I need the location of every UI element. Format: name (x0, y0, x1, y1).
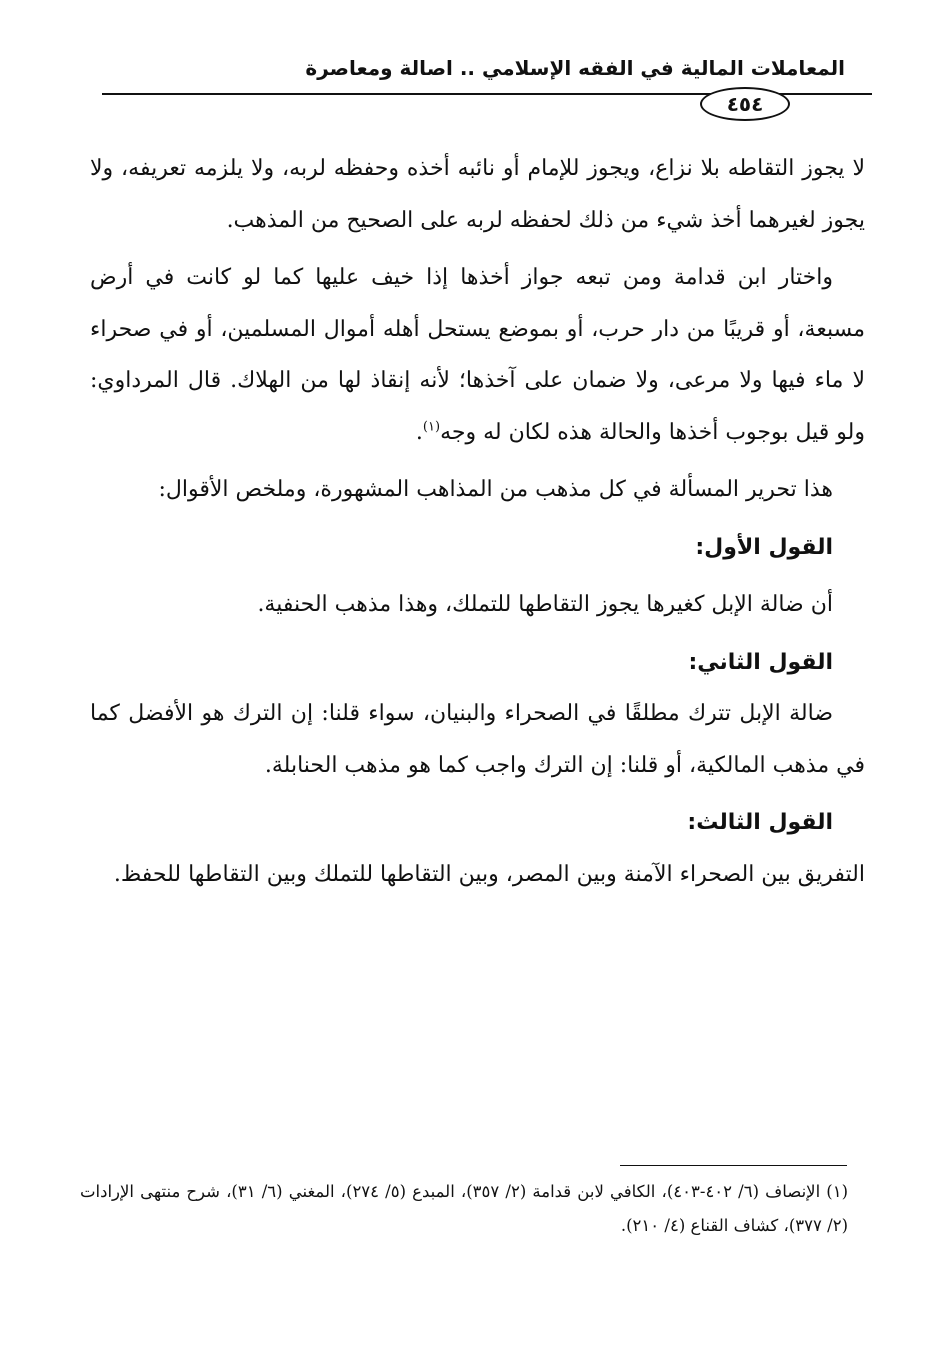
running-header: المعاملات المالية في الفقه الإسلامي .. اصالة ومعاصرة (305, 56, 845, 80)
heading-second-opinion: القول الثاني: (688, 649, 833, 675)
footnote-1: (١) الإنصاف (٦/ ٤٠٢-٤٠٣)، الكافي لابن قدامة (٢/ ٣٥٧)، المبدع (٥/ ٢٧٤)، المغني (٦/ ٣١)، شرح منتهى الإرادات (٢/ ٣٧٧)، كشاف القناع (٤/ ٢١٠). (80, 1182, 849, 1235)
footnote-rule (620, 1165, 847, 1166)
paragraph-2 (90, 252, 865, 458)
second-opinion-text: ضالة الإبل تترك مطلقًا في الصحراء والبنيان، سواء قلنا: إن الترك هو الأفضل كما في مذهب المالكية، أو قلنا: إن الترك واجب كما هو مذهب الحنابلة. (90, 701, 865, 778)
paragraph-3: هذا تحرير المسألة في كل مذهب من المذاهب المشهورة، وملخص الأقوال: (158, 477, 833, 502)
heading-third-opinion: القول الثالث: (687, 810, 833, 835)
footnotes (80, 1175, 848, 1243)
main-text (90, 143, 865, 900)
heading-first-opinion: القول الأول: (695, 534, 833, 560)
footnote-ref-1[interactable]: (١) (422, 419, 441, 435)
paragraph-2-text: واختار ابن قدامة ومن تبعه جواز أخذها إذا خيف عليها كما لو كانت في أرض مسبعة، أو قريبًا من دار حرب، أو بموضع يستحل أهله أموال المسلمين، أو في صحراء لا ماء فيها ولا مرعى، ولا ضمان على آخذها؛ لأنه إنقاذ لها من الهلاك. قال المرداوي: ولو قيل بوجوب أخذها والحالة هذه لكان له وجه (90, 265, 865, 445)
first-opinion-text: أن ضالة الإبل كغيرها يجوز التقاطها للتملك، وهذا مذهب الحنفية. (257, 592, 833, 617)
paragraph-2-end: . (415, 419, 423, 445)
third-opinion-text: التفريق بين الصحراء الآمنة وبين المصر، وبين التقاطها للتملك وبين التقاطها للحفظ. (113, 861, 865, 887)
paragraph-1: لا يجوز التقاطه بلا نزاع، ويجوز للإمام أو نائبه أخذه وحفظه لربه، ولا يلزمه تعريفه، ولا يجوز لغيرهما أخذ شيء من ذلك لحفظه لربه على الصحيح من المذهب. (90, 156, 865, 233)
page-number-badge: ٤٥٤ (700, 87, 790, 121)
